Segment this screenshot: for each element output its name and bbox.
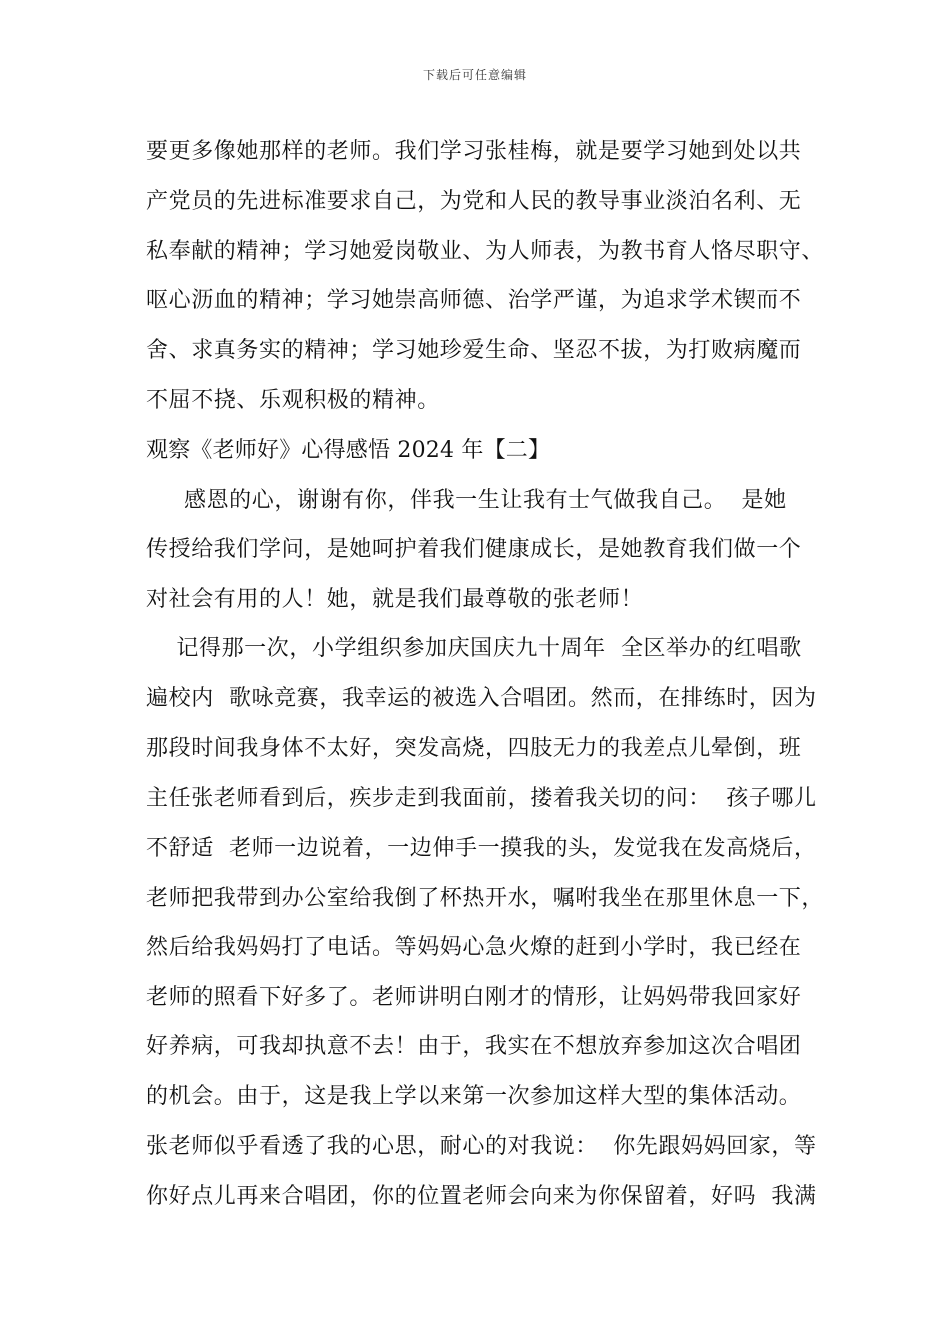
text-line: 的机会。由于，这是我上学以来第一次参加这样大型的集体活动。 bbox=[146, 1084, 802, 1109]
page-header: 下载后可任意编辑 bbox=[422, 68, 527, 82]
text-line: 好养病，可我却执意不去！由于，我实在不想放弃参加这次合唱团 bbox=[146, 1034, 802, 1059]
text-line: 那段时间我身体不太好，突发高烧，四肢无力的我差点儿晕倒，班 bbox=[146, 736, 802, 761]
text-line: 张老师似乎看透了我的心思，耐心的对我说： 你先跟妈妈回家，等 bbox=[146, 1134, 817, 1159]
text-line: 呕心沥血的精神；学习她崇高师德、治学严谨，为追求学术锲而不 bbox=[146, 288, 802, 313]
text-line: 老师的照看下好多了。老师讲明白刚才的情形，让妈妈带我回家好 bbox=[146, 985, 802, 1010]
text-line: 对社会有用的人！她，就是我们最尊敬的张老师！ bbox=[146, 587, 644, 612]
text-line: 不舒适 老师一边说着，一边伸手一摸我的头，发觉我在发高烧后， bbox=[146, 836, 817, 861]
section-heading: 观察《老师好》心得感悟 2024 年【二】 bbox=[146, 438, 551, 463]
text-line: 你好点儿再来合唱团，你的位置老师会向来为你保留着，好吗 我满 bbox=[146, 1184, 817, 1209]
text-line: 私奉献的精神；学习她爱岗敬业、为人师表，为教书育人恪尽职守、 bbox=[146, 239, 825, 264]
text-line: 老师把我带到办公室给我倒了杯热开水，嘱咐我坐在那里休息一下， bbox=[146, 886, 825, 911]
text-line: 记得那一次，小学组织参加庆国庆九十周年 全区举办的红唱歌 bbox=[146, 636, 802, 661]
text-line: 遍校内 歌咏竞赛，我幸运的被选入合唱团。然而，在排练时，因为 bbox=[146, 686, 817, 711]
text-line: 传授给我们学问，是她呵护着我们健康成长，是她教育我们做一个 bbox=[146, 537, 802, 562]
text-line: 感恩的心，谢谢有你，伴我一生让我有士气做我自己。 是她 bbox=[146, 488, 787, 513]
text-line: 舍、求真务实的精神；学习她珍爱生命、坚忍不拔，为打败病魔而 bbox=[146, 338, 802, 363]
text-line: 主任张老师看到后，疾步走到我面前，搂着我关切的问： 孩子哪儿 bbox=[146, 786, 817, 811]
text-line: 要更多像她那样的老师。我们学习张桂梅，就是要学习她到处以共 bbox=[146, 139, 802, 164]
text-line: 然后给我妈妈打了电话。等妈妈心急火燎的赶到小学时，我已经在 bbox=[146, 935, 802, 960]
text-line: 产党员的先进标准要求自己，为党和人民的教导事业淡泊名利、无 bbox=[146, 189, 802, 214]
text-line: 不屈不挠、乐观积极的精神。 bbox=[146, 388, 440, 413]
